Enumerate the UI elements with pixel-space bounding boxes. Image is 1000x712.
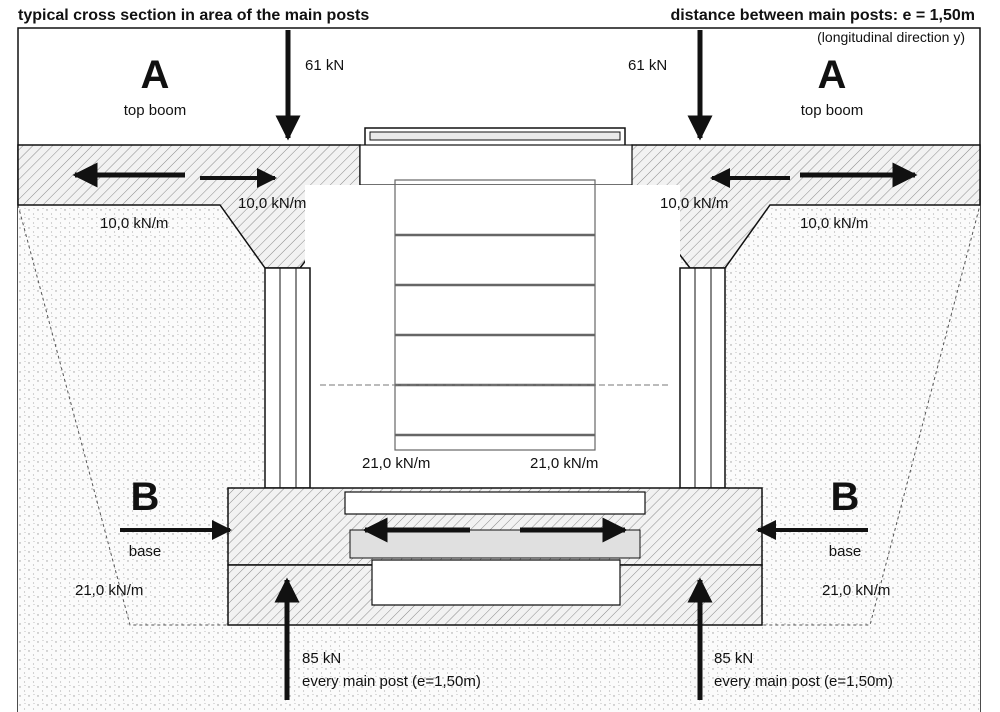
base-beam — [345, 492, 645, 514]
drawing-title: typical cross section in area of the main posts — [18, 7, 370, 24]
load-61kn-left: 61 kN — [305, 57, 345, 74]
load-61kn-right: 61 kN — [628, 57, 668, 74]
support-load-right: 85 kN — [714, 650, 754, 667]
base-label-left: base — [128, 543, 162, 560]
top-boom-label-right: top boom — [800, 102, 864, 119]
support-load-left: 85 kN — [302, 650, 342, 667]
section-b-left: B — [130, 475, 160, 519]
main-post-right — [680, 268, 725, 488]
direction-note: (longitudinal direction y) — [817, 29, 965, 45]
top-inner-load-right: 10,0 kN/m — [660, 195, 729, 212]
support-note-right: every main post (e=1,50m) — [714, 673, 893, 690]
cover-grating — [370, 132, 620, 140]
base-inner-load-left: 21,0 kN/m — [362, 455, 431, 472]
shaft-interior — [305, 185, 680, 490]
top-boom-label-left: top boom — [123, 102, 187, 119]
base-plate — [350, 530, 640, 558]
main-post-left — [265, 268, 310, 488]
distance-note: distance between main posts: e = 1,50m — [670, 7, 975, 24]
base-inner-load-right: 21,0 kN/m — [530, 455, 599, 472]
sump — [372, 560, 620, 605]
section-b-right: B — [830, 475, 860, 519]
section-a-right: A — [817, 53, 847, 97]
support-note-left: every main post (e=1,50m) — [302, 673, 481, 690]
base-label-right: base — [828, 543, 862, 560]
section-a-left: A — [140, 53, 170, 97]
top-outer-load-right: 10,0 kN/m — [800, 215, 869, 232]
base-outer-load-left: 21,0 kN/m — [75, 582, 144, 599]
base-outer-load-right: 21,0 kN/m — [822, 582, 891, 599]
top-inner-load-left: 10,0 kN/m — [238, 195, 307, 212]
top-outer-load-left: 10,0 kN/m — [100, 215, 169, 232]
cover-box — [360, 145, 632, 185]
